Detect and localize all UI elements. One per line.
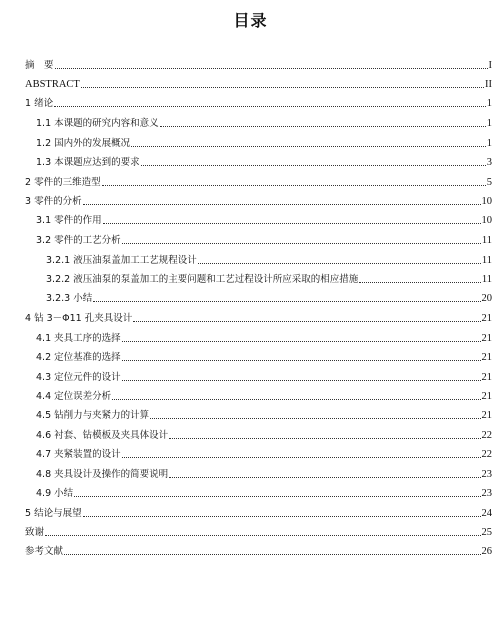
- toc-entry-label: 1.2 国内外的发展概况: [36, 138, 131, 149]
- toc-entry-page: 21: [481, 352, 492, 363]
- dot-leader: [93, 300, 480, 302]
- toc-entry-label: 1.1 本课题的研究内容和意义: [36, 118, 159, 129]
- toc-entry-section-4-5[interactable]: [36, 408, 492, 422]
- toc-entry-label: 4.7 夹紧装置的设计: [36, 449, 121, 460]
- toc-entry-section-3-2[interactable]: [36, 233, 492, 247]
- toc-entry-section-1-2[interactable]: [36, 136, 492, 150]
- dot-leader: [122, 379, 481, 381]
- toc-entry-label: 4.1 夹具工序的选择: [36, 333, 121, 344]
- toc-entry-page: 21: [481, 410, 492, 421]
- toc-entry-label: 4 钻 3－Φ11 孔夹具设计: [25, 313, 133, 324]
- toc-entry-section-3-2-3[interactable]: [46, 291, 492, 305]
- toc-entry-page: 1: [486, 138, 492, 149]
- toc-entry-label: 4.3 定位元件的设计: [36, 372, 121, 383]
- toc-entry-label: 3.2.1 液压油泵盖加工工艺规程设计: [46, 255, 197, 266]
- toc-entry-page: 10: [481, 196, 492, 207]
- dot-leader: [55, 67, 488, 69]
- toc-entry-page: 23: [481, 469, 492, 480]
- toc-entry-chapter-2[interactable]: [25, 175, 492, 189]
- toc-entry-page: 3: [486, 157, 492, 168]
- dot-leader: [74, 495, 480, 497]
- toc-entry-section-4-2[interactable]: [36, 350, 492, 364]
- toc-entry-section-4-8[interactable]: [36, 467, 492, 481]
- toc-entry-section-1-1[interactable]: [36, 116, 492, 130]
- dot-leader: [160, 125, 486, 127]
- dot-leader: [102, 184, 486, 186]
- toc-entry-section-4-1[interactable]: [36, 331, 492, 345]
- toc-entry-page: 22: [481, 430, 492, 441]
- toc-entry-section-4-7[interactable]: [36, 447, 492, 461]
- toc-entry-page: 21: [481, 391, 492, 402]
- dot-leader: [359, 281, 481, 283]
- toc-entry-section-4-6[interactable]: [36, 428, 492, 442]
- toc-entry-label: 致谢: [25, 527, 45, 538]
- toc-entry-page: 24: [481, 508, 492, 519]
- dot-leader: [141, 164, 486, 166]
- dot-leader: [122, 242, 481, 244]
- toc-entry-label: 摘 要: [25, 60, 54, 71]
- toc-entry-label: ABSTRACT: [25, 79, 80, 90]
- toc-entry-abstract-en[interactable]: [25, 77, 492, 91]
- dot-leader: [169, 476, 480, 478]
- toc-entry-page: II: [485, 79, 492, 90]
- dot-leader: [122, 359, 481, 361]
- toc-entry-page: 11: [481, 235, 492, 246]
- toc-entry-page: 21: [481, 372, 492, 383]
- toc-entry-label: 参考文献: [25, 546, 64, 557]
- toc-entry-label: 3.2.2 液压油泵的泵盖加工的主要问题和工艺过程设计所应采取的相应措施: [46, 274, 359, 285]
- dot-leader: [54, 105, 486, 107]
- dot-leader: [169, 437, 480, 439]
- toc-entry-label: 4.2 定位基准的选择: [36, 352, 121, 363]
- dot-leader: [198, 262, 481, 264]
- dot-leader: [122, 456, 481, 458]
- toc-entry-section-4-9[interactable]: [36, 486, 492, 500]
- toc-entry-page: 5: [486, 177, 492, 188]
- toc-entry-page: 25: [481, 527, 492, 538]
- toc-entry-label: 1.3 本课题应达到的要求: [36, 157, 140, 168]
- toc-entry-page: 11: [481, 255, 492, 266]
- toc-entry-page: 20: [481, 293, 492, 304]
- toc-entry-section-4-3[interactable]: [36, 370, 492, 384]
- toc-entry-section-3-2-1[interactable]: [46, 253, 492, 267]
- toc-entry-chapter-3[interactable]: [25, 194, 492, 208]
- dot-leader: [45, 534, 480, 536]
- dot-leader: [83, 515, 481, 517]
- toc-entry-label: 4.8 夹具设计及操作的简要说明: [36, 469, 169, 480]
- toc-entry-page: 26: [481, 546, 492, 557]
- toc-entry-label: 3 零件的分析: [25, 196, 82, 207]
- dot-leader: [103, 222, 481, 224]
- dot-leader: [83, 203, 481, 205]
- toc-entry-page: 10: [481, 215, 492, 226]
- toc-entry-page: 21: [481, 333, 492, 344]
- dot-leader: [64, 553, 480, 555]
- toc-entry-chapter-4[interactable]: [25, 311, 492, 325]
- dot-leader: [122, 340, 481, 342]
- toc-entry-section-1-3[interactable]: [36, 155, 492, 169]
- toc-title: 目录: [233, 11, 268, 30]
- toc-entry-label: 4.6 衬套、钻模板及夹具体设计: [36, 430, 169, 441]
- dot-leader: [131, 145, 486, 147]
- toc-entry-abstract-cn[interactable]: [25, 58, 492, 72]
- toc-entry-chapter-5[interactable]: [25, 506, 492, 520]
- toc-entry-acknowledgements[interactable]: [25, 525, 492, 539]
- toc-entry-page: 1: [486, 98, 492, 109]
- toc-entry-label: 5 结论与展望: [25, 508, 82, 519]
- toc-entry-section-3-1[interactable]: [36, 213, 492, 227]
- toc-entry-label: 2 零件的三维造型: [25, 177, 101, 188]
- toc-entry-page: 22: [481, 449, 492, 460]
- toc-entry-section-4-4[interactable]: [36, 389, 492, 403]
- dot-leader: [81, 86, 484, 88]
- toc-entry-page: 1: [486, 118, 492, 129]
- dot-leader: [150, 417, 480, 419]
- toc-entry-label: 3.2.3 小结: [46, 293, 93, 304]
- toc-entry-label: 4.4 定位误差分析: [36, 391, 112, 402]
- toc-entry-label: 3.2 零件的工艺分析: [36, 235, 121, 246]
- toc-entry-label: 3.1 零件的作用: [36, 215, 102, 226]
- toc-entry-references[interactable]: [25, 544, 492, 558]
- toc-entry-page: 11: [481, 274, 492, 285]
- dot-leader: [133, 320, 480, 322]
- toc-entry-page: 21: [481, 313, 492, 324]
- toc-entry-label: 4.9 小结: [36, 488, 74, 499]
- toc-entry-page: 23: [481, 488, 492, 499]
- toc-entry-label: 1 绪论: [25, 98, 54, 109]
- toc-entry-page: I: [488, 60, 492, 71]
- toc-entry-chapter-1[interactable]: [25, 96, 492, 110]
- dot-leader: [112, 398, 480, 400]
- toc-entry-section-3-2-2[interactable]: [46, 272, 492, 286]
- toc-entry-label: 4.5 钻削力与夹紧力的计算: [36, 410, 150, 421]
